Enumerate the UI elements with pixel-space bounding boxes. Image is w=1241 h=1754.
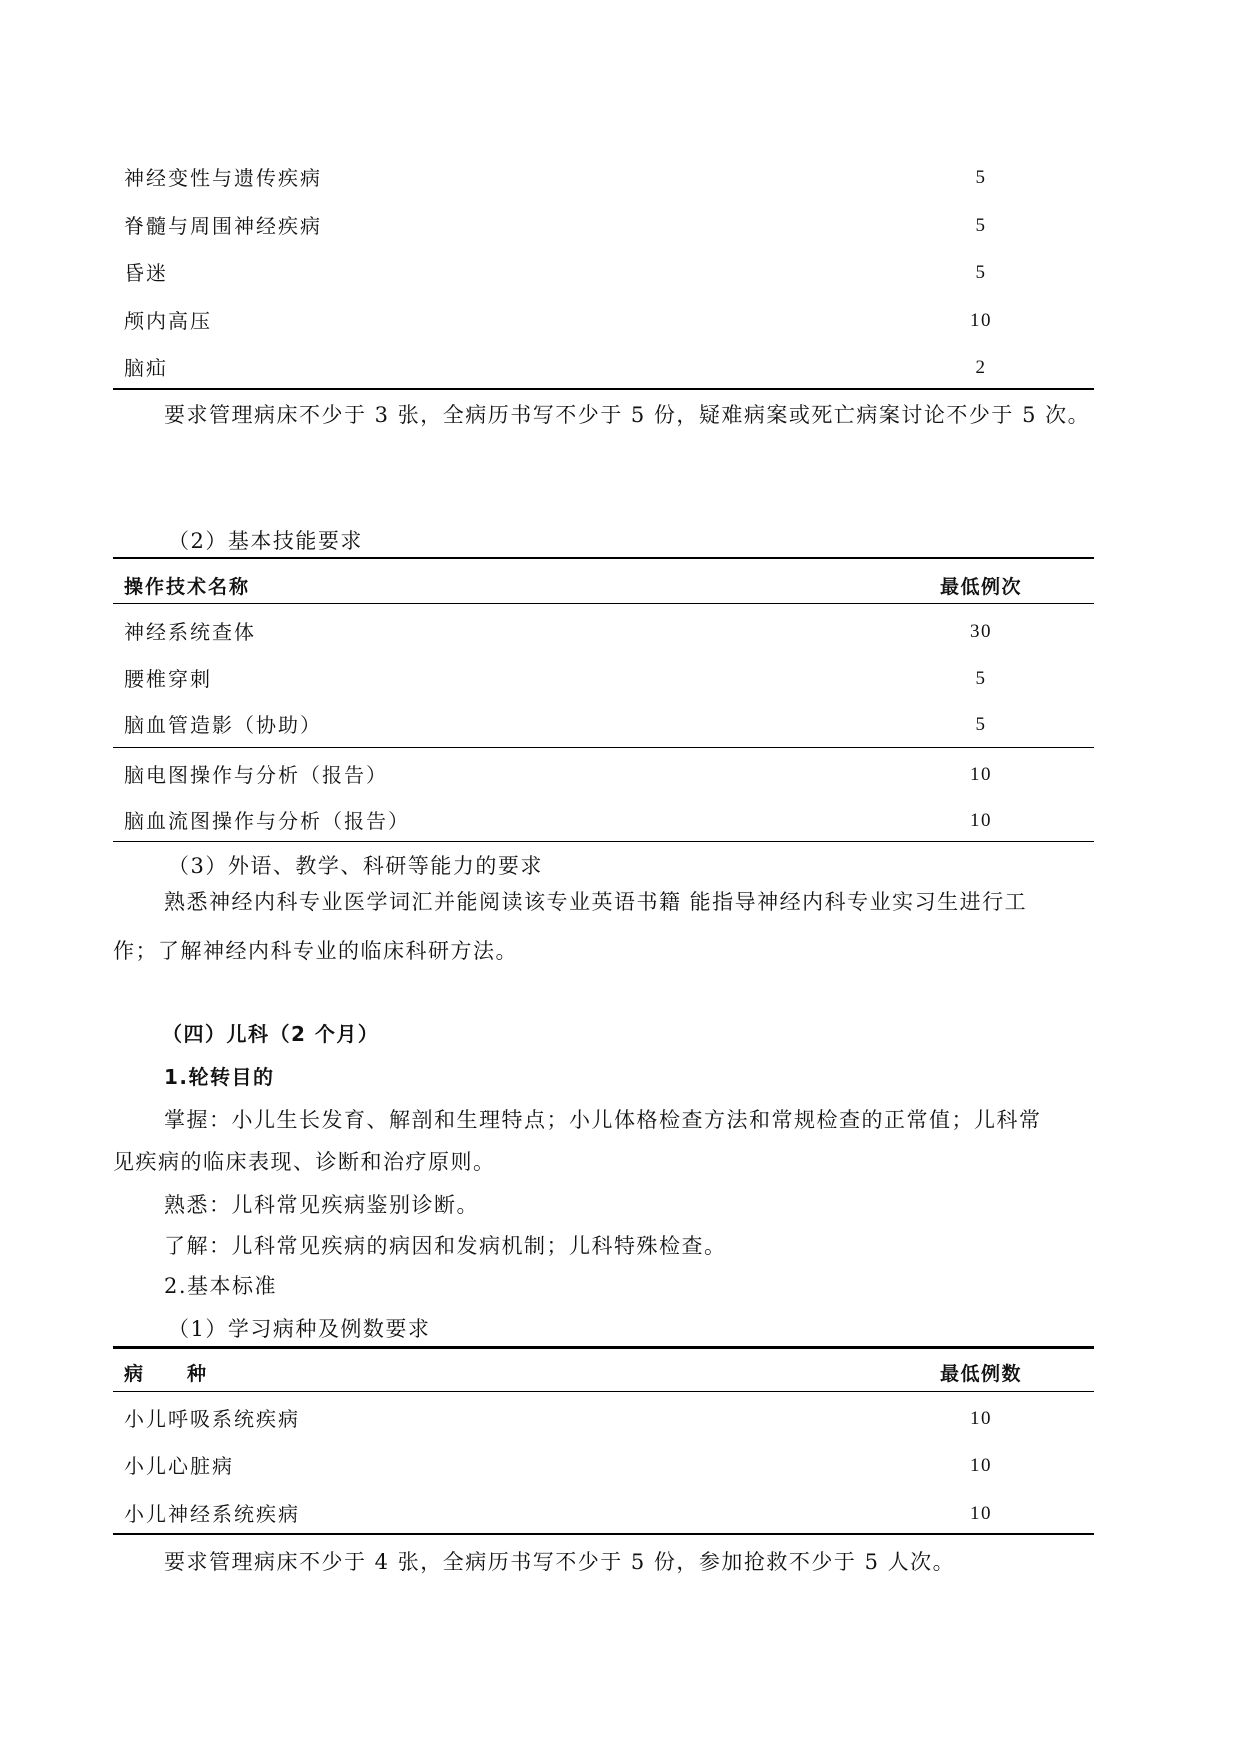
table-row-name: 颅内高压 <box>124 309 212 333</box>
header-rule <box>113 603 1094 604</box>
column-header-count: 最低例数 <box>939 1363 1022 1385</box>
table-top-rule <box>113 1346 1094 1349</box>
familiar-text: 熟悉：儿科常见疾病鉴别诊断。 <box>164 1193 479 1217</box>
table-bottom-rule <box>113 841 1094 842</box>
table-row-count: 10 <box>970 1503 992 1524</box>
table-heading: （1）学习病种及例数要求 <box>168 1317 431 1341</box>
table-row-count: 5 <box>975 668 987 689</box>
table-bottom-rule <box>113 1533 1094 1535</box>
table-row-count: 5 <box>975 714 987 735</box>
table-row-name: 小儿呼吸系统疾病 <box>124 1407 300 1431</box>
table-row-name: 脑血管造影（协助） <box>124 713 322 737</box>
goal-heading: 1.轮转目的 <box>164 1065 275 1089</box>
table-row-count: 30 <box>970 621 992 642</box>
row-rule <box>113 747 1094 748</box>
ability-heading: （3）外语、教学、科研等能力的要求 <box>168 854 543 878</box>
understand-text: 了解：儿科常见疾病的病因和发病机制；儿科特殊检查。 <box>164 1234 727 1258</box>
table-row-count: 10 <box>970 310 992 331</box>
table-row-count: 10 <box>970 764 992 785</box>
column-header-count: 最低例次 <box>939 576 1022 598</box>
table-row-count: 5 <box>975 215 987 236</box>
table-row-name: 脑电图操作与分析（报告） <box>124 763 388 787</box>
ability-text-line2: 作；了解神经内科专业的临床科研方法。 <box>113 939 518 963</box>
header-rule <box>113 1391 1094 1392</box>
table-row-count: 10 <box>970 1455 992 1476</box>
table-row-name: 腰椎穿刺 <box>124 667 212 691</box>
skills-heading: （2）基本技能要求 <box>168 529 363 553</box>
table-row-name: 昏迷 <box>124 261 168 285</box>
table-top-rule <box>113 557 1094 559</box>
master-line1: 掌握：小儿生长发育、解剖和生理特点；小儿体格检查方法和常规检查的正常值；儿科常 <box>164 1108 1042 1132</box>
table-row-name: 小儿心脏病 <box>124 1454 234 1478</box>
table-row-name: 脊髓与周围神经疾病 <box>124 214 322 238</box>
table-row-name: 脑血流图操作与分析（报告） <box>124 809 410 833</box>
column-header-name: 病 种 <box>124 1363 209 1385</box>
table-row-count: 10 <box>970 1408 992 1429</box>
table-row-count: 2 <box>975 357 987 378</box>
standard-heading: 2.基本标准 <box>164 1274 278 1298</box>
column-header-name: 操作技术名称 <box>124 576 251 598</box>
table-row-count: 5 <box>975 262 987 283</box>
neuro-note: 要求管理病床不少于 3 张，全病历书写不少于 5 份，疑难病案或死亡病案讨论不少于 5 次。 <box>164 403 1091 427</box>
ability-text-line1: 熟悉神经内科专业医学词汇并能阅读该专业英语书籍 能指导神经内科专业实习生进行工 <box>164 890 1028 914</box>
table-row-name: 神经系统查体 <box>124 620 256 644</box>
table-bottom-rule <box>113 388 1094 390</box>
section-title: （四）儿科（2 个月） <box>162 1022 380 1046</box>
pediatrics-note: 要求管理病床不少于 4 张，全病历书写不少于 5 份，参加抢救不少于 5 人次。 <box>164 1550 956 1574</box>
master-line2: 见疾病的临床表现、诊断和治疗原则。 <box>113 1150 496 1174</box>
table-row-name: 神经变性与遗传疾病 <box>124 166 322 190</box>
table-row-count: 5 <box>975 167 987 188</box>
table-row-count: 10 <box>970 810 992 831</box>
table-row-name: 小儿神经系统疾病 <box>124 1502 300 1526</box>
table-row-name: 脑疝 <box>124 356 168 380</box>
